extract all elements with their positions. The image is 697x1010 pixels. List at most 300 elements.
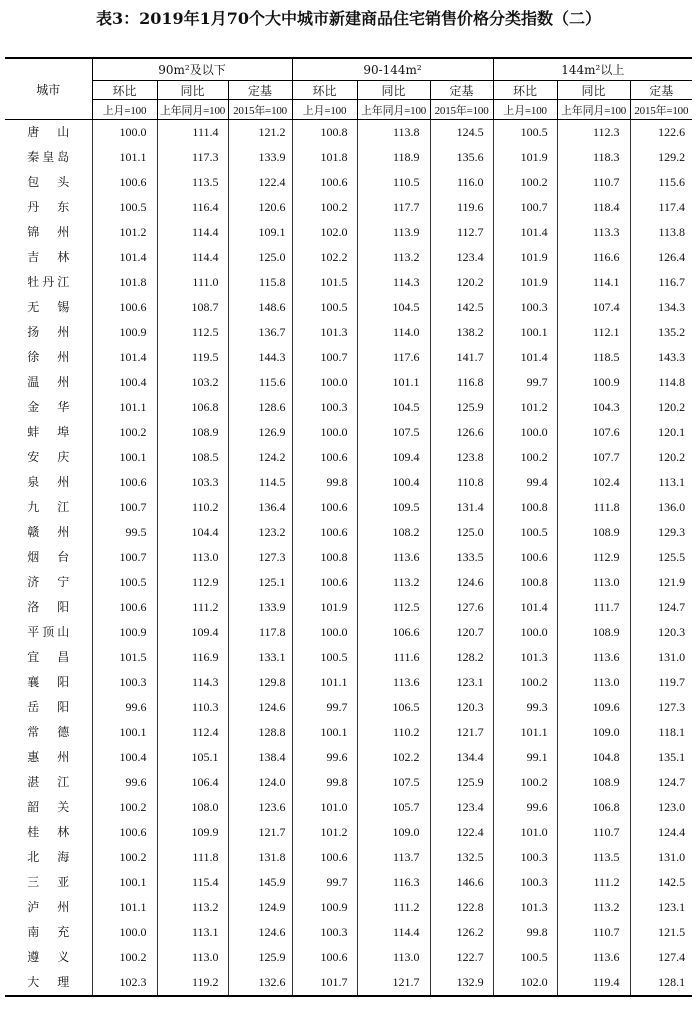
value-large-yoy: 100.9 bbox=[557, 370, 630, 395]
table-row bbox=[5, 320, 692, 345]
value-mid-yoy: 113.9 bbox=[357, 220, 430, 245]
table-title: 表3：2019年1月70个大中城市新建商品住宅销售价格分类指数（二） bbox=[95, 9, 602, 28]
value-mid-mom: 100.3 bbox=[292, 395, 357, 420]
value-large-mom: 100.8 bbox=[493, 495, 557, 520]
value-large-yoy: 109.0 bbox=[557, 720, 630, 745]
city-name: 九江 bbox=[27, 500, 70, 514]
city-cell bbox=[5, 620, 92, 645]
value-mid-mom: 99.8 bbox=[292, 770, 357, 795]
city-name: 三亚 bbox=[27, 875, 70, 889]
value-mid-mom: 99.6 bbox=[292, 745, 357, 770]
value-mid-base: 120.3 bbox=[430, 695, 493, 720]
value-mid-base: 119.6 bbox=[430, 195, 493, 220]
measure-header-mom: 环比 bbox=[292, 81, 357, 100]
city-cell bbox=[5, 670, 92, 695]
value-large-mom: 100.7 bbox=[493, 195, 557, 220]
value-large-base: 134.3 bbox=[630, 295, 692, 320]
table-row bbox=[5, 770, 692, 795]
city-name: 湛江 bbox=[27, 775, 70, 789]
value-large-mom: 99.4 bbox=[493, 470, 557, 495]
city-cell bbox=[5, 695, 92, 720]
value-large-yoy: 116.6 bbox=[557, 245, 630, 270]
value-large-yoy: 119.4 bbox=[557, 970, 630, 996]
value-mid-yoy: 113.8 bbox=[357, 120, 430, 146]
value-small-yoy: 111.8 bbox=[157, 845, 228, 870]
value-mid-base: 133.5 bbox=[430, 545, 493, 570]
value-mid-mom: 101.2 bbox=[292, 820, 357, 845]
value-small-mom: 101.2 bbox=[92, 220, 157, 245]
value-small-mom: 99.5 bbox=[92, 520, 157, 545]
value-small-mom: 100.6 bbox=[92, 470, 157, 495]
city-cell bbox=[5, 720, 92, 745]
value-large-mom: 100.3 bbox=[493, 870, 557, 895]
city-name: 丹东 bbox=[27, 200, 70, 214]
value-large-mom: 100.2 bbox=[493, 770, 557, 795]
value-mid-mom: 100.0 bbox=[292, 370, 357, 395]
measure-header-base: 定基 bbox=[630, 81, 692, 100]
value-large-base: 124.7 bbox=[630, 770, 692, 795]
city-cell bbox=[5, 470, 92, 495]
value-mid-mom: 100.1 bbox=[292, 720, 357, 745]
value-mid-base: 126.2 bbox=[430, 920, 493, 945]
value-mid-base: 110.8 bbox=[430, 470, 493, 495]
value-large-yoy: 118.4 bbox=[557, 195, 630, 220]
value-mid-base: 123.4 bbox=[430, 245, 493, 270]
value-small-mom: 100.2 bbox=[92, 945, 157, 970]
value-small-mom: 101.1 bbox=[92, 145, 157, 170]
value-large-base: 113.1 bbox=[630, 470, 692, 495]
city-cell bbox=[5, 220, 92, 245]
value-small-yoy: 110.2 bbox=[157, 495, 228, 520]
value-mid-mom: 101.0 bbox=[292, 795, 357, 820]
value-small-base: 123.2 bbox=[228, 520, 292, 545]
value-small-yoy: 108.7 bbox=[157, 295, 228, 320]
table-row bbox=[5, 395, 692, 420]
table-row bbox=[5, 845, 692, 870]
value-mid-yoy: 113.2 bbox=[357, 245, 430, 270]
value-large-base: 113.8 bbox=[630, 220, 692, 245]
value-large-base: 119.7 bbox=[630, 670, 692, 695]
city-cell bbox=[5, 845, 92, 870]
value-large-mom: 101.4 bbox=[493, 220, 557, 245]
city-name: 韶关 bbox=[27, 800, 70, 814]
value-mid-yoy: 114.3 bbox=[357, 270, 430, 295]
value-large-yoy: 104.3 bbox=[557, 395, 630, 420]
value-large-mom: 99.6 bbox=[493, 795, 557, 820]
value-small-mom: 100.5 bbox=[92, 195, 157, 220]
value-large-base: 118.1 bbox=[630, 720, 692, 745]
value-small-base: 132.6 bbox=[228, 970, 292, 996]
value-large-base: 123.1 bbox=[630, 895, 692, 920]
value-large-yoy: 112.3 bbox=[557, 120, 630, 146]
value-large-yoy: 118.5 bbox=[557, 345, 630, 370]
city-name: 牡丹江 bbox=[27, 275, 70, 289]
value-small-mom: 100.6 bbox=[92, 595, 157, 620]
value-large-yoy: 113.6 bbox=[557, 945, 630, 970]
value-large-base: 127.4 bbox=[630, 945, 692, 970]
value-small-mom: 100.0 bbox=[92, 920, 157, 945]
value-mid-yoy: 109.4 bbox=[357, 445, 430, 470]
city-cell bbox=[5, 545, 92, 570]
value-mid-mom: 100.6 bbox=[292, 520, 357, 545]
base-period-label: 上月=100 bbox=[292, 100, 357, 120]
value-mid-yoy: 114.0 bbox=[357, 320, 430, 345]
value-large-base: 129.2 bbox=[630, 145, 692, 170]
value-small-base: 120.6 bbox=[228, 195, 292, 220]
table-row bbox=[5, 895, 692, 920]
value-mid-yoy: 101.1 bbox=[357, 370, 430, 395]
value-mid-yoy: 110.5 bbox=[357, 170, 430, 195]
city-name: 安庆 bbox=[27, 450, 70, 464]
value-mid-mom: 99.8 bbox=[292, 470, 357, 495]
value-small-yoy: 113.2 bbox=[157, 895, 228, 920]
table-row bbox=[5, 595, 692, 620]
value-mid-yoy: 104.5 bbox=[357, 395, 430, 420]
value-large-base: 123.0 bbox=[630, 795, 692, 820]
value-large-yoy: 113.0 bbox=[557, 670, 630, 695]
value-small-base: 125.0 bbox=[228, 245, 292, 270]
value-small-base: 133.1 bbox=[228, 645, 292, 670]
measure-header-mom: 环比 bbox=[493, 81, 557, 100]
table-row bbox=[5, 120, 692, 146]
table-row bbox=[5, 245, 692, 270]
value-mid-base: 127.6 bbox=[430, 595, 493, 620]
value-large-base: 129.3 bbox=[630, 520, 692, 545]
value-mid-mom: 100.6 bbox=[292, 570, 357, 595]
value-large-mom: 99.3 bbox=[493, 695, 557, 720]
value-large-base: 124.4 bbox=[630, 820, 692, 845]
value-large-yoy: 108.9 bbox=[557, 770, 630, 795]
value-large-yoy: 113.0 bbox=[557, 570, 630, 595]
city-name: 北海 bbox=[27, 850, 70, 864]
value-small-base: 121.7 bbox=[228, 820, 292, 845]
city-name: 南充 bbox=[27, 925, 70, 939]
value-large-yoy: 112.1 bbox=[557, 320, 630, 345]
value-mid-base: 146.6 bbox=[430, 870, 493, 895]
value-mid-mom: 100.5 bbox=[292, 645, 357, 670]
city-name: 赣州 bbox=[27, 525, 70, 539]
value-large-base: 120.2 bbox=[630, 395, 692, 420]
value-small-yoy: 111.4 bbox=[157, 120, 228, 146]
value-small-base: 136.4 bbox=[228, 495, 292, 520]
value-mid-mom: 101.9 bbox=[292, 595, 357, 620]
value-mid-yoy: 107.5 bbox=[357, 420, 430, 445]
value-large-yoy: 112.9 bbox=[557, 545, 630, 570]
city-name: 大理 bbox=[27, 975, 70, 989]
value-small-base: 133.9 bbox=[228, 145, 292, 170]
value-small-mom: 100.4 bbox=[92, 745, 157, 770]
value-small-yoy: 119.5 bbox=[157, 345, 228, 370]
value-mid-mom: 102.2 bbox=[292, 245, 357, 270]
value-small-yoy: 119.2 bbox=[157, 970, 228, 996]
measure-header-yoy: 同比 bbox=[557, 81, 630, 100]
value-small-mom: 100.5 bbox=[92, 570, 157, 595]
value-small-base: 115.6 bbox=[228, 370, 292, 395]
value-small-yoy: 108.9 bbox=[157, 420, 228, 445]
value-large-base: 128.1 bbox=[630, 970, 692, 996]
value-small-base: 114.5 bbox=[228, 470, 292, 495]
city-cell bbox=[5, 120, 92, 146]
value-small-mom: 100.6 bbox=[92, 295, 157, 320]
value-mid-yoy: 111.6 bbox=[357, 645, 430, 670]
city-cell bbox=[5, 920, 92, 945]
value-large-mom: 100.3 bbox=[493, 845, 557, 870]
value-large-base: 121.9 bbox=[630, 570, 692, 595]
value-mid-mom: 100.7 bbox=[292, 345, 357, 370]
value-small-base: 129.8 bbox=[228, 670, 292, 695]
header-row-bases bbox=[5, 100, 692, 120]
value-small-yoy: 110.3 bbox=[157, 695, 228, 720]
value-small-base: 144.3 bbox=[228, 345, 292, 370]
city-cell bbox=[5, 170, 92, 195]
value-mid-yoy: 110.2 bbox=[357, 720, 430, 745]
measure-header-base: 定基 bbox=[430, 81, 493, 100]
table-row bbox=[5, 745, 692, 770]
value-large-yoy: 113.6 bbox=[557, 645, 630, 670]
value-mid-base: 134.4 bbox=[430, 745, 493, 770]
city-name: 烟台 bbox=[27, 550, 70, 564]
value-small-mom: 100.6 bbox=[92, 170, 157, 195]
table-row bbox=[5, 370, 692, 395]
value-large-yoy: 110.7 bbox=[557, 920, 630, 945]
city-cell bbox=[5, 495, 92, 520]
value-mid-yoy: 108.2 bbox=[357, 520, 430, 545]
value-large-base: 135.1 bbox=[630, 745, 692, 770]
value-large-mom: 100.2 bbox=[493, 170, 557, 195]
value-large-yoy: 113.3 bbox=[557, 220, 630, 245]
value-small-yoy: 112.9 bbox=[157, 570, 228, 595]
table-row bbox=[5, 170, 692, 195]
value-large-mom: 100.3 bbox=[493, 295, 557, 320]
value-small-yoy: 113.1 bbox=[157, 920, 228, 945]
value-small-yoy: 113.5 bbox=[157, 170, 228, 195]
value-small-yoy: 114.4 bbox=[157, 245, 228, 270]
city-cell bbox=[5, 395, 92, 420]
city-name: 洛阳 bbox=[27, 600, 70, 614]
value-mid-base: 120.2 bbox=[430, 270, 493, 295]
value-mid-yoy: 113.7 bbox=[357, 845, 430, 870]
table-header bbox=[5, 58, 692, 120]
value-large-mom: 101.0 bbox=[493, 820, 557, 845]
value-small-mom: 102.3 bbox=[92, 970, 157, 996]
city-cell bbox=[5, 320, 92, 345]
city-cell bbox=[5, 870, 92, 895]
city-name: 无锡 bbox=[27, 300, 70, 314]
value-mid-yoy: 100.4 bbox=[357, 470, 430, 495]
base-period-label: 上年同月=100 bbox=[357, 100, 430, 120]
value-small-yoy: 117.3 bbox=[157, 145, 228, 170]
city-cell bbox=[5, 245, 92, 270]
value-small-yoy: 115.4 bbox=[157, 870, 228, 895]
value-mid-base: 122.7 bbox=[430, 945, 493, 970]
value-mid-mom: 100.6 bbox=[292, 445, 357, 470]
value-small-mom: 100.3 bbox=[92, 670, 157, 695]
city-name: 吉林 bbox=[27, 250, 70, 264]
value-mid-base: 123.4 bbox=[430, 795, 493, 820]
city-column-header: 城市 bbox=[5, 58, 92, 120]
value-mid-base: 123.1 bbox=[430, 670, 493, 695]
value-small-yoy: 116.4 bbox=[157, 195, 228, 220]
city-cell bbox=[5, 895, 92, 920]
city-cell bbox=[5, 445, 92, 470]
value-small-base: 124.6 bbox=[228, 920, 292, 945]
table-body bbox=[5, 120, 692, 997]
city-name: 温州 bbox=[27, 375, 70, 389]
value-large-base: 143.3 bbox=[630, 345, 692, 370]
value-small-yoy: 103.2 bbox=[157, 370, 228, 395]
value-mid-mom: 100.6 bbox=[292, 945, 357, 970]
value-mid-mom: 101.1 bbox=[292, 670, 357, 695]
value-small-base: 131.8 bbox=[228, 845, 292, 870]
value-mid-base: 122.4 bbox=[430, 820, 493, 845]
value-small-base: 117.8 bbox=[228, 620, 292, 645]
table-row bbox=[5, 570, 692, 595]
table-row bbox=[5, 620, 692, 645]
measure-header-mom: 环比 bbox=[92, 81, 157, 100]
base-period-label: 上月=100 bbox=[92, 100, 157, 120]
value-mid-base: 122.8 bbox=[430, 895, 493, 920]
value-large-yoy: 107.4 bbox=[557, 295, 630, 320]
city-cell bbox=[5, 145, 92, 170]
table-row bbox=[5, 195, 692, 220]
value-large-mom: 101.9 bbox=[493, 145, 557, 170]
value-mid-base: 126.6 bbox=[430, 420, 493, 445]
value-small-base: 109.1 bbox=[228, 220, 292, 245]
value-large-yoy: 111.7 bbox=[557, 595, 630, 620]
value-small-yoy: 116.9 bbox=[157, 645, 228, 670]
value-large-mom: 99.8 bbox=[493, 920, 557, 945]
value-mid-base: 125.0 bbox=[430, 520, 493, 545]
value-large-mom: 99.1 bbox=[493, 745, 557, 770]
header-row-measures bbox=[5, 81, 692, 100]
value-mid-base: 121.7 bbox=[430, 720, 493, 745]
city-cell bbox=[5, 295, 92, 320]
value-mid-base: 116.8 bbox=[430, 370, 493, 395]
city-name: 遵义 bbox=[27, 950, 70, 964]
value-large-mom: 100.2 bbox=[493, 445, 557, 470]
value-large-mom: 100.1 bbox=[493, 320, 557, 345]
value-mid-mom: 100.8 bbox=[292, 120, 357, 146]
table-row bbox=[5, 695, 692, 720]
value-mid-yoy: 113.2 bbox=[357, 570, 430, 595]
value-small-yoy: 114.4 bbox=[157, 220, 228, 245]
value-small-base: 124.6 bbox=[228, 695, 292, 720]
base-period-label: 上年同月=100 bbox=[557, 100, 630, 120]
value-small-yoy: 114.3 bbox=[157, 670, 228, 695]
city-name: 襄阳 bbox=[27, 675, 70, 689]
value-mid-base: 120.7 bbox=[430, 620, 493, 645]
value-mid-mom: 100.6 bbox=[292, 845, 357, 870]
value-large-base: 116.7 bbox=[630, 270, 692, 295]
value-mid-yoy: 117.7 bbox=[357, 195, 430, 220]
value-small-base: 124.0 bbox=[228, 770, 292, 795]
value-mid-base: 112.7 bbox=[430, 220, 493, 245]
value-mid-mom: 101.8 bbox=[292, 145, 357, 170]
value-small-mom: 100.6 bbox=[92, 820, 157, 845]
value-small-base: 126.9 bbox=[228, 420, 292, 445]
value-mid-yoy: 117.6 bbox=[357, 345, 430, 370]
value-large-base: 115.6 bbox=[630, 170, 692, 195]
value-large-yoy: 102.4 bbox=[557, 470, 630, 495]
group-header-144-above: 144m²以上 bbox=[493, 58, 692, 81]
value-mid-mom: 100.2 bbox=[292, 195, 357, 220]
value-mid-yoy: 113.6 bbox=[357, 545, 430, 570]
table-row bbox=[5, 270, 692, 295]
value-mid-yoy: 114.4 bbox=[357, 920, 430, 945]
value-mid-mom: 101.3 bbox=[292, 320, 357, 345]
value-small-base: 138.4 bbox=[228, 745, 292, 770]
city-name: 泸州 bbox=[27, 900, 70, 914]
city-name: 平顶山 bbox=[27, 625, 70, 639]
value-small-base: 121.2 bbox=[228, 120, 292, 146]
city-name: 岳阳 bbox=[27, 700, 70, 714]
value-mid-mom: 100.6 bbox=[292, 170, 357, 195]
price-index-table bbox=[5, 57, 692, 997]
value-large-mom: 101.3 bbox=[493, 895, 557, 920]
value-mid-base: 125.9 bbox=[430, 395, 493, 420]
value-mid-mom: 100.0 bbox=[292, 620, 357, 645]
value-large-mom: 101.2 bbox=[493, 395, 557, 420]
value-large-mom: 100.6 bbox=[493, 545, 557, 570]
table-row bbox=[5, 945, 692, 970]
city-cell bbox=[5, 945, 92, 970]
value-large-yoy: 104.8 bbox=[557, 745, 630, 770]
value-mid-base: 141.7 bbox=[430, 345, 493, 370]
value-small-yoy: 108.5 bbox=[157, 445, 228, 470]
value-large-yoy: 107.6 bbox=[557, 420, 630, 445]
city-name: 扬州 bbox=[27, 325, 70, 339]
value-large-mom: 100.0 bbox=[493, 620, 557, 645]
value-mid-yoy: 113.0 bbox=[357, 945, 430, 970]
value-large-base: 120.2 bbox=[630, 445, 692, 470]
value-mid-yoy: 113.6 bbox=[357, 670, 430, 695]
value-small-base: 124.2 bbox=[228, 445, 292, 470]
value-mid-yoy: 106.5 bbox=[357, 695, 430, 720]
value-large-mom: 101.4 bbox=[493, 595, 557, 620]
base-period-label: 2015年=100 bbox=[228, 100, 292, 120]
value-large-mom: 101.3 bbox=[493, 645, 557, 670]
value-small-mom: 99.6 bbox=[92, 695, 157, 720]
value-large-base: 120.1 bbox=[630, 420, 692, 445]
value-large-yoy: 113.5 bbox=[557, 845, 630, 870]
city-name: 徐州 bbox=[27, 350, 70, 364]
value-small-yoy: 111.2 bbox=[157, 595, 228, 620]
city-name: 常德 bbox=[27, 725, 70, 739]
value-large-base: 136.0 bbox=[630, 495, 692, 520]
table-row bbox=[5, 470, 692, 495]
table-row bbox=[5, 820, 692, 845]
value-mid-mom: 99.7 bbox=[292, 870, 357, 895]
value-small-yoy: 109.4 bbox=[157, 620, 228, 645]
value-small-base: 128.6 bbox=[228, 395, 292, 420]
city-cell bbox=[5, 195, 92, 220]
table-row bbox=[5, 520, 692, 545]
value-large-mom: 100.8 bbox=[493, 570, 557, 595]
value-small-yoy: 103.3 bbox=[157, 470, 228, 495]
table-row bbox=[5, 545, 692, 570]
value-large-base: 114.8 bbox=[630, 370, 692, 395]
table-row bbox=[5, 920, 692, 945]
base-period-label: 2015年=100 bbox=[630, 100, 692, 120]
value-mid-mom: 102.0 bbox=[292, 220, 357, 245]
value-small-mom: 100.1 bbox=[92, 870, 157, 895]
value-large-yoy: 111.2 bbox=[557, 870, 630, 895]
value-small-base: 127.3 bbox=[228, 545, 292, 570]
value-small-mom: 100.1 bbox=[92, 445, 157, 470]
table-row bbox=[5, 495, 692, 520]
value-small-mom: 101.4 bbox=[92, 245, 157, 270]
value-small-mom: 101.4 bbox=[92, 345, 157, 370]
